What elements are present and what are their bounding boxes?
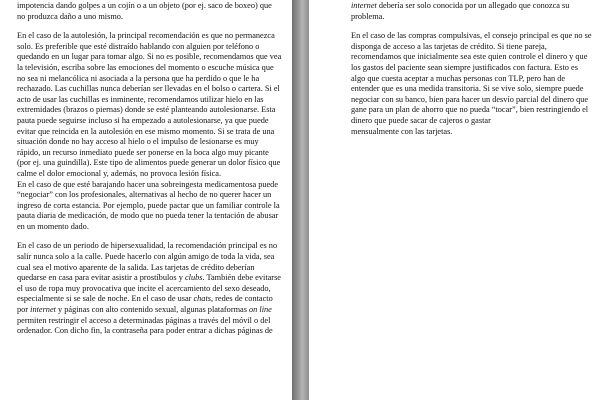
hypersexuality-text-5: permiten restringir el acceso a determinadas páginas a través del móvil o del ordenador. Con dicho fin, la contraseña para poder entrar a dichas páginas de [17,315,273,336]
hypersexuality-text-3: , redes de contacto por [17,294,273,315]
paragraph-self-harm: En el caso de la autolesión, la principal recomendación es que no permanezca solo. Es preferible que esté distraído hablando con alguien por teléfono o quedando en un lugar para tomar algo. Si no es posible, recomendamos que vea la televisión, escriba sobre las emociones del momento o escuche música que no sea ni melancólica ni asociada a la persona que ha perdido o que le ha rechazado. Las cuchillas nunca deberían ser llevadas en el bolso o cartera. Si el acto de usar las cuchillas es inminente, recomendamos utilizar hielo en las extremidades (brazos o piernas) donde se esté planteando autolesionarse. Esta pauta puede seguirse incluso si ha empezado a autolesionarse, ya que puede evitar que reincida en la autolesión en ese mismo momento. Si se trata de una situación donde no hay acceso al hielo o el impulso de lesionarse es muy rápido, un recurso inmediato puede ser ponerse en la boca algo muy picante (por ej. una guindilla). Este tipo de alimentos puede generar un dolor físico que calme el dolor emocional y, además, no provoca lesión física. En el caso de que esté barajando hacer una sobreingesta medicamentosa puede “negociar” con los profesionales, alternativas al hecho de no querer hacer un ingreso de corta estancia. Por ejemplo, puede pactar que un familiar controle la pauta diaria de medicación, de modo que no pueda tener la tentación de abusar en un momento dado. [17,31,282,231]
paragraph-internet-password [351,1,594,22]
paragraph-compulsive-shopping: En el caso de las compras compulsivas, el consejo principal es que no se disponga de acceso a las tarjetas de crédito. Si tiene pareja, recomendamos que inicialmente sea este quien controle el dinero y que los gastos del paciente sean siempre justificados con factura. Esto es algo que cuesta aceptar a muchas personas con TLP, pero han de entender que es una medida transitoria. Si se vive solo, siempre puede negociar con su banco, bien para hacer un desvío parcial del dinero que gane para un plan de ahorro que no pueda “tocar”, bien restringiendo el dinero que puede sacar de cajeros o gastar mensualmente con las tarjetas. [351,31,592,136]
paragraph-anger-outlet: impotencia dando golpes a un cojín o a un objeto (por ej. saco de boxeo) que no produzca daño a uno mismo. [17,1,272,21]
hypersexuality-text-2: . También debe evitarse el uso de ropa muy provocativa que incite el acercamiento del sexo deseado, especialmente si se sale de noche. En el caso de usar [17,273,281,304]
internet-password-text: debería ser solo conocida por un allegado que conozca su problema. [351,1,570,21]
right-page [309,0,600,400]
paragraph-hypersexuality [17,241,282,336]
internet-password-italic-internet: internet [351,1,377,10]
page-gutter [292,0,309,400]
hypersexuality-italic-online: on line [249,305,272,315]
hypersexuality-text-1: En el caso de un periodo de hipersexualidad, la recomendación principal es no salir nunca solo a la calle. Puede hacerlo con algún amigo de toda la vida, sea cual sea el motivo aparente de la salida. Las tarjetas de crédito deberían quedarse en casa para evitar asistir a prostíbulos y [17,241,278,283]
left-page [0,0,292,400]
hypersexuality-italic-clubs: clubs [184,273,203,283]
hypersexuality-text-4: y páginas con alto contenido sexual, algunas plataformas [55,305,250,315]
hypersexuality-italic-internet: internet [30,305,56,315]
hypersexuality-italic-chats: chats [193,294,211,304]
